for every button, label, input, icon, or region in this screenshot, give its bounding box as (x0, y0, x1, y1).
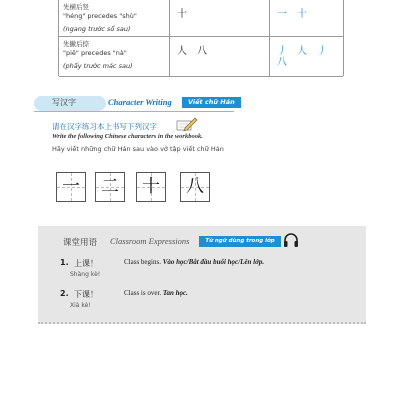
expression-pinyin: Xià kè! (70, 302, 91, 309)
instruction-cn: 请在汉字练习本上书写下列汉字 (52, 122, 157, 131)
pencil-icon (176, 116, 198, 132)
section-divider (34, 111, 234, 112)
stroke-sequence: 丿 人 丿 八 (277, 46, 337, 68)
expression-en: Class is over. (124, 289, 162, 297)
practice-character: 二 (101, 176, 119, 197)
section-title-viet: Từ ngữ dùng trong lớp (199, 236, 281, 247)
table-row (59, 0, 343, 37)
expression-number: 2. (60, 289, 69, 298)
expression-number: 1. (60, 258, 69, 267)
practice-character-box (95, 172, 125, 202)
stroke-sequence: 一 十 (277, 9, 307, 20)
section-title-en: Classroom Expressions (110, 236, 190, 246)
expression-translation (124, 258, 264, 266)
example-character: 人 八 (177, 46, 207, 57)
rule-vietnamese: (ngang trước sổ sau) (63, 25, 131, 33)
expression-cn: 下课！ (74, 290, 98, 299)
expression-en: Class begins. (124, 258, 161, 266)
expression-translation (124, 289, 188, 297)
example-character: 十 (177, 9, 187, 20)
rule-vietnamese: (phẩy trước mác sau) (63, 62, 133, 70)
stroke-order-table (58, 0, 344, 76)
rule-title: 先撇后捺 (63, 40, 89, 48)
rule-title: 先横后竖 (63, 3, 89, 11)
instruction-viet: Hãy viết những chữ Hán sau vào vở tập viết chữ Hán (52, 145, 224, 153)
headphones-icon[interactable] (283, 232, 299, 248)
practice-character-box (56, 172, 86, 202)
section-title-en: Character Writing (108, 97, 172, 107)
expression-cn: 上课！ (74, 259, 98, 268)
instruction-en: Write the following Chinese characters in the workbook. (52, 133, 203, 140)
practice-character: 一 (62, 176, 80, 197)
table-row (59, 36, 343, 77)
rule-pinyin: "héng" precedes "shù" (63, 12, 137, 20)
expression-pinyin: Shàng kè! (70, 271, 101, 278)
practice-character-box (180, 172, 210, 202)
section-title-cn: 写汉字 (52, 98, 76, 107)
section-title-viet: Viết chữ Hán (182, 97, 241, 108)
rule-pinyin: "piě" precedes "nà" (63, 49, 127, 57)
section-title-cn: 课堂用语 (63, 238, 98, 248)
practice-character: 八 (186, 176, 204, 197)
expression-viet: Vào học/Bắt đầu buổi học/Lên lớp. (162, 258, 265, 266)
practice-character-box (136, 172, 166, 202)
expression-viet: Tan học. (162, 289, 188, 297)
practice-character: 十 (142, 176, 160, 197)
